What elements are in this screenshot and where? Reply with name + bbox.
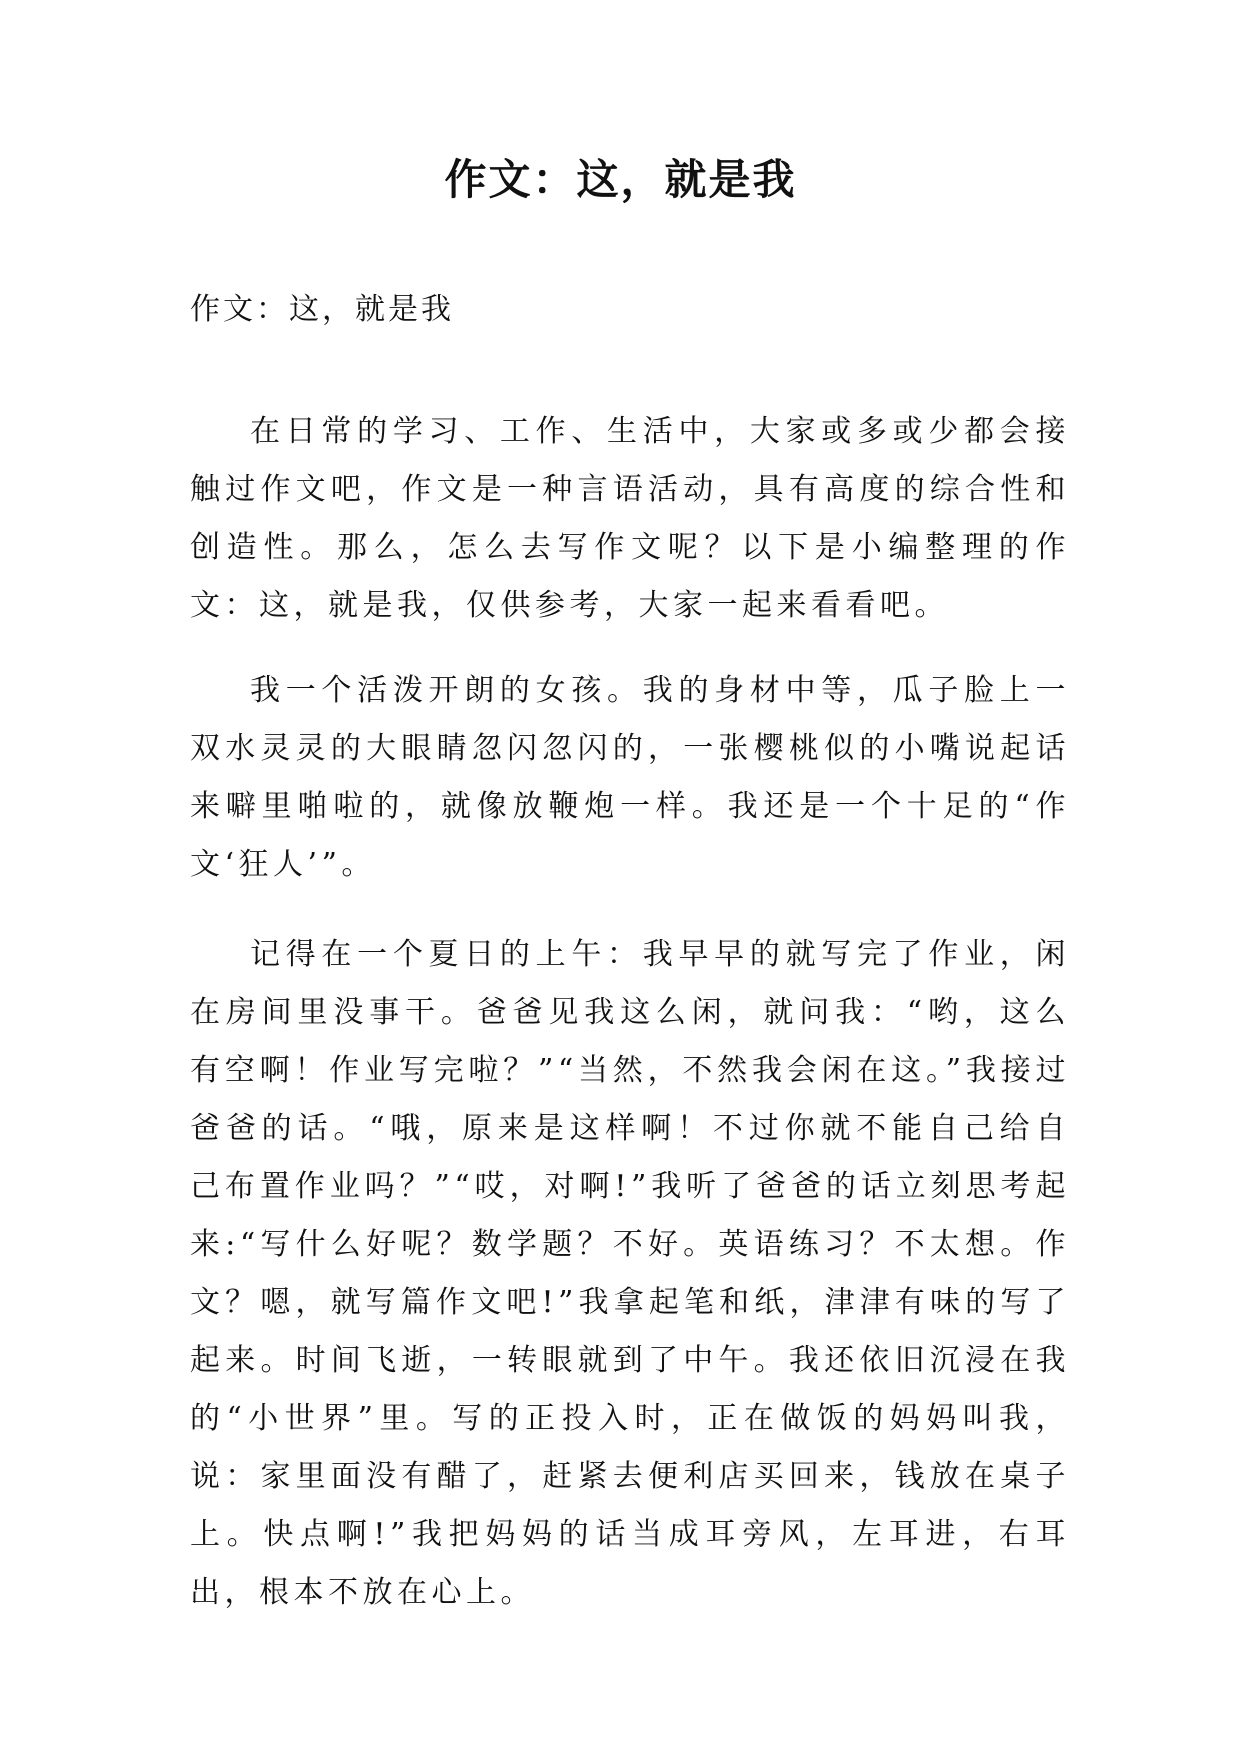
document-subtitle: 作文：这，就是我 [190, 292, 454, 327]
document-title: 作文：这，就是我 [444, 155, 797, 204]
paragraph-intro: 在日常的学习、工作、生活中，大家或多或少都会接触过作文吧，作文是一种言语活动，具有高度的综合性和创造性。那么，怎么去写作文呢？以下是小编整理的作文：这，就是我，仅供参考，大家一起来看看吧。 [190, 414, 1070, 623]
paragraph-self-description: 我一个活泼开朗的女孩。我的身材中等，瓜子脸上一双水灵灵的大眼睛忽闪忽闪的，一张樱桃似的小嘴说起话来噼里啪啦的，就像放鞭炮一样。我还是一个十足的“作文‘狂人’”。 [190, 673, 1070, 882]
paragraph-story: 记得在一个夏日的上午：我早早的就写完了作业，闲在房间里没事干。爸爸见我这么闲，就问我：“哟，这么有空啊！作业写完啦？”“当然，不然我会闲在这。”我接过爸爸的话。“哦，原来是这样啊！不过你就不能自己给自己布置作业吗？”“哎，对啊!”我听了爸爸的话立刻思考起来:“写什么好呢？数学题？不好。英语练习？不太想。作文？嗯，就写篇作文吧!”我拿起笔和纸，津津有味的写了起来。时间飞逝，一转眼就到了中午。我还依旧沉浸在我的“小世界”里。写的正投入时，正在做饭的妈妈叫我，说：家里面没有醋了，赶紧去便利店买回来，钱放在桌子上。快点啊!”我把妈妈的话当成耳旁风，左耳进，右耳出，根本不放在心上。 [190, 937, 1070, 1610]
